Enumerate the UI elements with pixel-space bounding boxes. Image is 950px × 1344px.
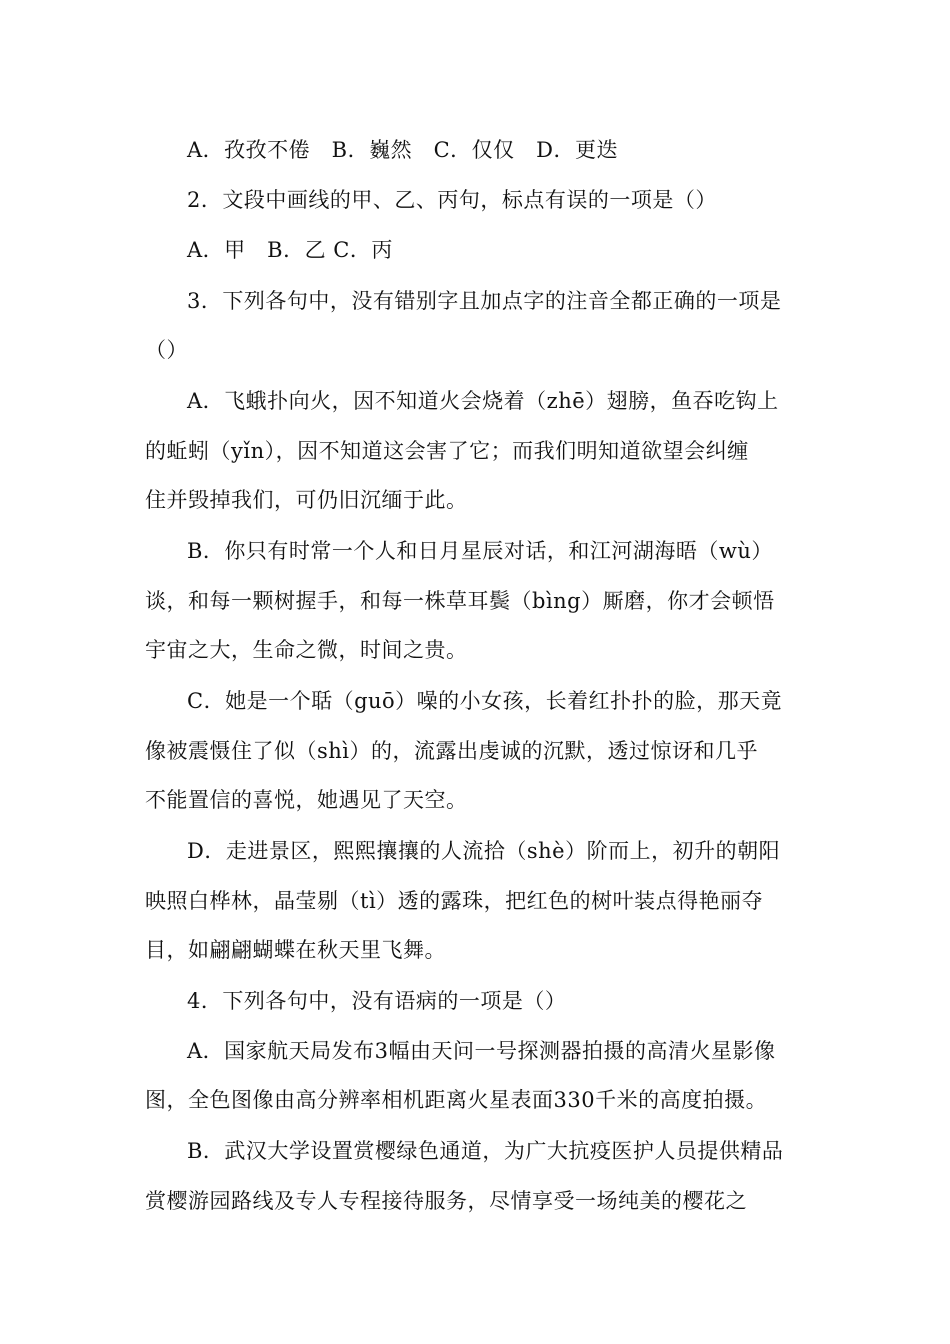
question-3-stem: 3．下列各句中，没有错别字且加点字的注音全都正确的一项是 bbox=[187, 289, 782, 313]
question-4-option-b: B．武汉大学设置赏樱绿色通道，为广大抗疫医护人员提供精品 bbox=[187, 1139, 784, 1163]
question-2-stem: 2．文段中画线的甲、乙、丙句，标点有误的一项是（） bbox=[187, 188, 717, 212]
question-3-option-a: A．飞蛾扑向火，因不知道火会烧着（zhē）翅膀，鱼吞吃钩上 bbox=[187, 389, 779, 413]
question-2-options: A．甲 B．乙 C．丙 bbox=[187, 238, 393, 262]
question-4-stem: 4．下列各句中，没有语病的一项是（） bbox=[187, 989, 567, 1013]
question-3-option-a-cont: 的蚯蚓（yǐn），因不知道这会害了它；而我们明知道欲望会纠缠 bbox=[145, 439, 749, 463]
question-1-options: A．孜孜不倦 B．巍然 C．仅仅 D．更迭 bbox=[187, 138, 619, 162]
question-3-option-a-cont: 住并毁掉我们，可仍旧沉缅于此。 bbox=[145, 488, 468, 512]
question-3-stem-cont: （） bbox=[145, 338, 188, 362]
question-3-option-b: B．你只有时常一个人和日月星辰对话，和江河湖海晤（wù） bbox=[187, 539, 773, 563]
question-4-option-a-cont: 图，全色图像由高分辨率相机距离火星表面330千米的高度拍摄。 bbox=[145, 1088, 768, 1112]
question-3-option-d-cont: 目，如翩翩蝴蝶在秋天里飞舞。 bbox=[145, 938, 446, 962]
question-3-option-b-cont: 宇宙之大，生命之微，时间之贵。 bbox=[145, 638, 468, 662]
question-4-option-b-cont: 赏樱游园路线及专人专程接待服务，尽情享受一场纯美的樱花之 bbox=[145, 1189, 747, 1213]
question-3-option-d-cont: 映照白桦林，晶莹剔（tì）透的露珠，把红色的树叶装点得艳丽夺 bbox=[145, 889, 764, 913]
question-3-option-c-cont: 不能置信的喜悦，她遇见了天空。 bbox=[145, 788, 468, 812]
question-3-option-c-cont: 像被震慑住了似（shì）的，流露出虔诚的沉默，透过惊讶和几乎 bbox=[145, 739, 759, 763]
question-3-option-c: C．她是一个聒（guō）噪的小女孩，长着红扑扑的脸，那天竟 bbox=[187, 689, 783, 713]
question-3-option-b-cont: 谈，和每一颗树握手，和每一株草耳鬓（bìng）厮磨，你才会顿悟 bbox=[145, 589, 775, 613]
question-3-option-d: D．走进景区，熙熙攘攘的人流拾（shè）阶而上，初升的朝阳 bbox=[187, 839, 781, 863]
question-4-option-a: A．国家航天局发布3幅由天问一号探测器拍摄的高清火星影像 bbox=[187, 1039, 776, 1063]
